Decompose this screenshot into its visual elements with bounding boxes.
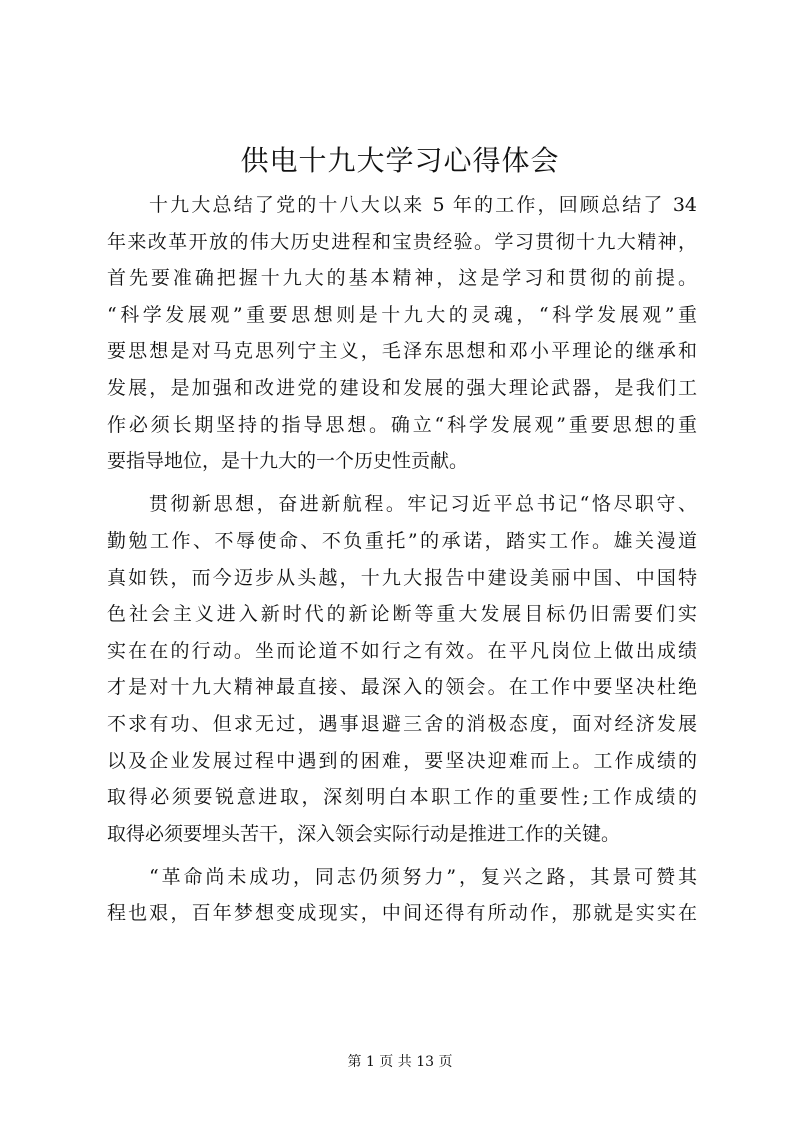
paragraph-2 (107, 486, 697, 852)
paragraph-line: 以及企业发展过程中遇到的困难，要坚决迎难而上。工作成绩的 (107, 749, 697, 772)
document-title: 供电十九大学习心得体会 (240, 144, 560, 177)
paragraph-line: 程也艰，百年梦想变成现实，中间还得有所动作，那就是实实在 (107, 902, 697, 925)
paragraph-line: “科学发展观”重要思想则是十九大的灵魂，“科学发展观”重 (107, 303, 697, 326)
page-number-footer: 第 1 页 共 13 页 (347, 1054, 453, 1070)
paragraph-line: 实在在的行动。坐而论道不如行之有效。在平凡岗位上做出成绩 (107, 639, 697, 662)
paragraph-line: 要思想是对马克思列宁主义，毛泽东思想和邓小平理论的继承和 (107, 340, 697, 363)
paragraph-line: 首先要准确把握十九大的基本精神，这是学习和贯彻的前提。 (107, 267, 697, 290)
paragraph-line: 色社会主义进入新时代的新论断等重大发展目标仍旧需要们实 (107, 603, 697, 626)
paragraph-line: 发展，是加强和改进党的建设和发展的强大理论武器，是我们工 (107, 376, 697, 399)
paragraph-1 (107, 187, 697, 480)
paragraph-line: 取得必须要锐意进取，深刻明白本职工作的重要性;工作成绩的 (107, 786, 697, 809)
paragraph-line: 才是对十九大精神最直接、最深入的领会。在工作中要坚决杜绝 (107, 676, 697, 699)
paragraph-line: 不求有功、但求无过，遇事退避三舍的消极态度，面对经济发展 (107, 712, 697, 735)
paragraph-line: “革命尚未成功，同志仍须努力”，复兴之路，其景可赞其 (149, 865, 697, 888)
paragraph-line: 年来改革开放的伟大历史进程和宝贵经验。学习贯彻十九大精神， (107, 230, 697, 253)
paragraph-spacer (107, 852, 697, 859)
paragraph-line: 贯彻新思想，奋进新航程。牢记习近平总书记“恪尽职守、 (149, 493, 697, 516)
paragraph-line: 勤勉工作、不辱使命、不负重托”的承诺，踏实工作。雄关漫道 (107, 529, 697, 552)
paragraph-line: 真如铁，而今迈步从头越，十九大报告中建设美丽中国、中国特 (107, 566, 697, 589)
document-body (107, 187, 697, 932)
paragraph-line: 取得必须要埋头苦干，深入领会实际行动是推进工作的关键。 (107, 822, 621, 845)
paragraph-3 (107, 859, 697, 932)
paragraph-line: 十九大总结了党的十八大以来 5 年的工作，回顾总结了 34 (149, 194, 697, 216)
paragraph-spacer (107, 480, 697, 487)
paragraph-line: 作必须长期坚持的指导思想。确立“科学发展观”重要思想的重 (107, 413, 697, 436)
paragraph-line: 要指导地位，是十九大的一个历史性贡献。 (107, 450, 469, 473)
